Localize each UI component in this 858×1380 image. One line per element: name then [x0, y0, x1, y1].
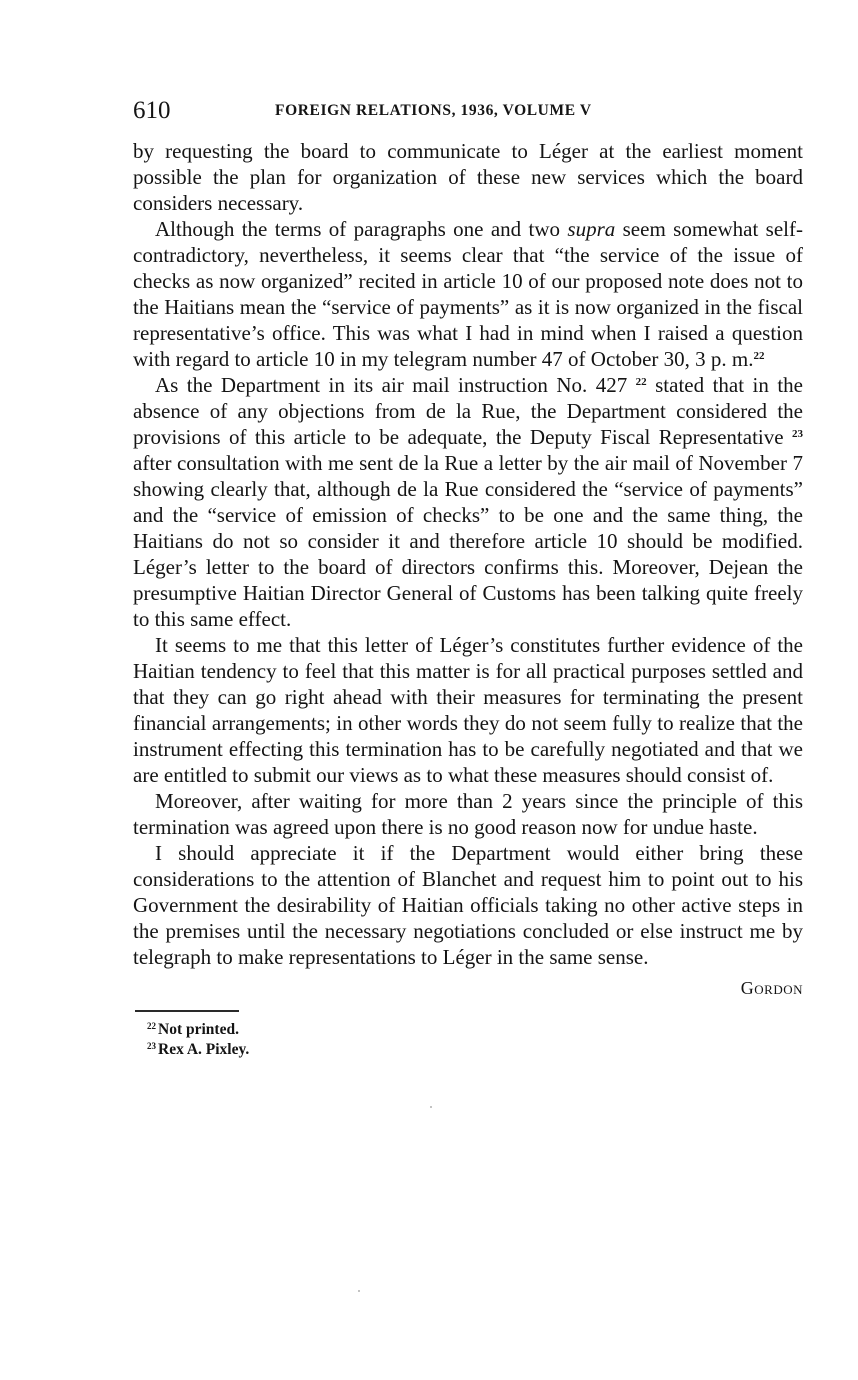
- paragraph-2: [133, 216, 803, 372]
- paragraph-6-text: I should appreciate it if the Department would either bring these considerations to the attention of Blanchet and request him to point out to his Government the desirability of Haitian officials taking no other active steps in the premises until the necessary negotiations concluded or else instruct me by telegraph to make representations to Léger in the same sense.: [133, 841, 803, 969]
- paragraph-3-text-a: As the Department in its air mail instruction No. 427: [155, 373, 636, 397]
- footnote-text: Not printed.: [158, 1021, 239, 1038]
- paragraph-4-text: It seems to me that this letter of Léger’s constitutes further evidence of the Haitian tendency to feel that this matter is for all practical purposes settled and that they can go right ahead with their measures for terminating the present financial arrangements; in other words they do not seem fully to realize that the instrument effecting this termination has to be carefully negotiated and that we are entitled to submit our views as to what these measures should consist of.: [133, 633, 803, 787]
- paragraph-3-text-c: after consultation with me sent de la Rue a letter by the air mail of November 7 showing clearly that, although de la Rue considered the “service of payments” and the “service of emission of checks” to be one and the same thing, the Haitians do not so consider it and therefore article 10 should be modified. Léger’s letter to the board of directors confirms this. Moreover, Dejean the presumptive Haitian Director General of Customs has been talking quite freely to this same effect.: [133, 451, 803, 631]
- paragraph-5: [133, 788, 803, 840]
- paragraph-5-text: Moreover, after waiting for more than 2 years since the principle of this termination was agreed upon there is no good reason now for undue haste.: [133, 789, 803, 839]
- scan-speck: [358, 1290, 360, 1292]
- paragraph-2-text-b: seem somewhat self-contradictory, nevertheless, it seems clear that “the service of the issue of checks as now organized” recited in article 10 of our proposed note does not to the Haitians mean the “service of payments” as it is now organized in the fiscal representative’s office. This was what I had in mind when I raised a question with regard to article 10 in my telegram number 47 of October 30, 3 p. m.: [133, 217, 803, 371]
- paragraph-2-text-a: Although the terms of paragraphs one and two: [155, 217, 568, 241]
- body-text: [133, 138, 803, 970]
- paragraph-3-text-b: stated that in the absence of any objections from de la Rue, the Department considered the provisions of this article to be adequate, the Deputy Fiscal Representative: [133, 373, 803, 449]
- footnote-ref-22: 22: [753, 350, 765, 362]
- paragraph-3: [133, 372, 803, 632]
- paragraph-1-text: by requesting the board to communicate to Léger at the earliest moment possible the plan for organization of these new services which the board considers necessary.: [133, 139, 803, 215]
- footnote-22: [147, 1020, 803, 1040]
- document-page: [133, 96, 803, 1060]
- footnote-mark: 23: [147, 1041, 156, 1051]
- scan-speck: [430, 1106, 432, 1108]
- signature: Gordon: [740, 978, 803, 998]
- paragraph-2-italic: supra: [567, 217, 616, 241]
- footnote-ref-23: 23: [792, 428, 803, 440]
- page-header: [133, 96, 803, 126]
- page-number: 610: [133, 97, 171, 124]
- paragraph-6: [133, 840, 803, 970]
- footnote-mark: 22: [147, 1021, 156, 1031]
- footnote-23: [147, 1040, 803, 1060]
- running-head: FOREIGN RELATIONS, 1936, VOLUME V: [275, 102, 592, 119]
- footnote-ref-22: 22: [635, 376, 647, 388]
- footnote-divider: [135, 1010, 239, 1012]
- footnotes: [133, 1020, 803, 1060]
- paragraph-4: [133, 632, 803, 788]
- paragraph-1: [133, 138, 803, 216]
- footnote-text: Rex A. Pixley.: [158, 1041, 250, 1058]
